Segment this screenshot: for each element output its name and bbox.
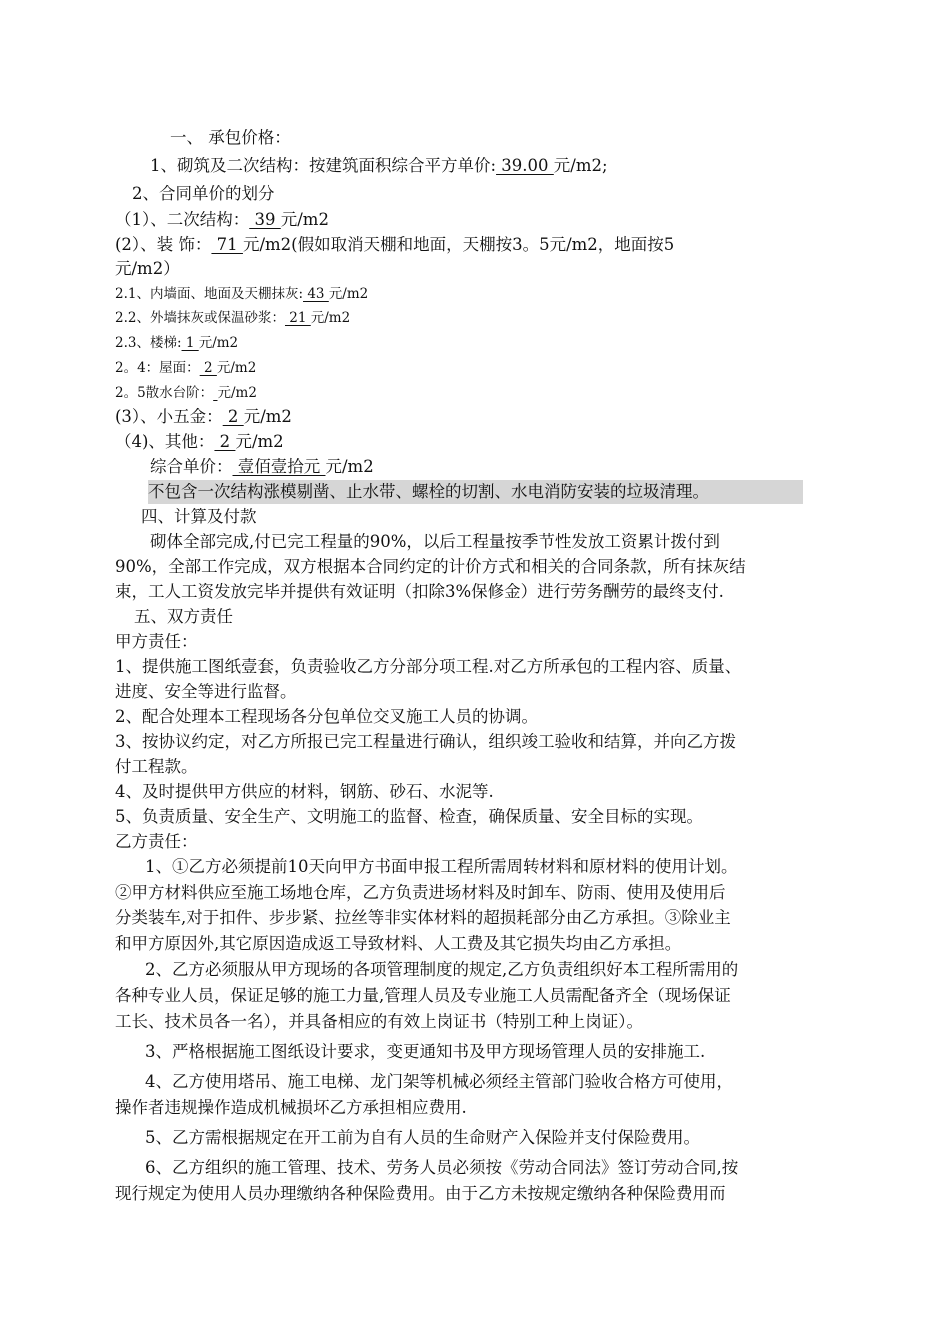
party-b-line: 3、严格根据施工图纸设计要求，变更通知书及甲方现场管理人员的安排施工.: [145, 1042, 706, 1061]
party-a-line: 4、及时提供甲方供应的材料，钢筋、砂石、水泥等.: [115, 782, 494, 801]
party-b-line: ②甲方材料供应至施工场地仓库，乙方负责进场材料及时卸车、防雨、使用及使用后: [115, 883, 726, 902]
label: （1）、二次结构：: [115, 210, 250, 229]
label: (2）、装 饰：: [115, 235, 212, 254]
price-s23: [115, 331, 238, 355]
party-a-line: 5、负责质量、安全生产、文明施工的监督、检查，确保质量、安全目标的实现。: [115, 807, 703, 826]
price-sub-2-cont: 元/m2）: [115, 259, 180, 278]
price-s21: [115, 282, 368, 306]
label: 综合单价：: [150, 457, 233, 476]
unit: 元/m2(假如取消天棚和地面，天棚按3。5元/m2，地面按5: [242, 235, 675, 254]
price-heading: 一、 承包价格：: [170, 128, 291, 147]
unit: 元/m2: [325, 457, 374, 476]
duties-heading: 五、双方责任: [134, 607, 233, 626]
party-a-line: 付工程款。: [115, 757, 198, 776]
price-s24: [115, 356, 256, 380]
party-a-line: 进度、安全等进行监督。: [115, 682, 297, 701]
price-s22: [115, 306, 350, 330]
unit: 元/m2: [280, 210, 329, 229]
party-b-line: 工长、技术员各一名），并具备相应的有效上岗证书（特别工种上岗证）。: [115, 1012, 643, 1031]
unit: 元/m2: [243, 407, 292, 426]
party-a-line: 3、按协议约定，对乙方所报已完工程量进行确认，组织竣工验收和结算，并向乙方拨: [115, 732, 736, 751]
value: 71: [211, 235, 243, 254]
value: 1: [181, 335, 199, 351]
payment-heading: 四、计算及付款: [141, 507, 257, 526]
unit: 元/m2: [217, 385, 257, 401]
price-item-2-heading: 2、合同单价的划分: [132, 184, 275, 203]
label: 2.3、楼梯:: [115, 335, 182, 351]
party-a-line: 1、提供施工图纸壹套，负责验收乙方分部分项工程.对乙方所承包的工程内容、质量、: [115, 657, 742, 676]
value: 2: [199, 360, 217, 376]
party-b-line: 和甲方原因外,其它原因造成返工导致材料、人工费及其它损失均由乙方承担。: [115, 934, 682, 953]
value: 壹佰壹拾元: [232, 457, 326, 476]
value: 39.00: [496, 156, 554, 175]
label: 2。4：屋面：: [115, 360, 200, 376]
payment-line-2: 90%，全部工作完成，双方根据本合同约定的计价方式和相关的合同条款，所有抹灰结: [115, 557, 746, 576]
value: 21: [284, 310, 311, 326]
price-sub-4: [115, 430, 284, 454]
party-b-line: 各种专业人员，保证足够的施工力量,管理人员及专业施工人员需配备齐全（现场保证: [115, 986, 731, 1005]
unit: 元/m2;: [553, 156, 608, 175]
unit: 元/m2: [328, 286, 369, 302]
unit: 元/m2: [235, 432, 284, 451]
payment-line-1: 砌体全部完成,付已完工程量的90%，以后工程量按季节性发放工资累计拨付到: [150, 532, 720, 551]
label: （4)、其他：: [115, 432, 215, 451]
price-s25: [115, 381, 257, 405]
price-total: [150, 455, 374, 479]
value: 39: [249, 210, 281, 229]
party-b-line: 分类装车,对于扣件、步步紧、拉丝等非实体材料的超损耗部分由乙方承担。③除业主: [115, 908, 731, 927]
party-b-line: 6、乙方组织的施工管理、技术、劳务人员必须按《劳动合同法》签订劳动合同,按: [145, 1158, 739, 1177]
party-b-heading: 乙方责任：: [115, 832, 198, 851]
value: 43: [303, 286, 329, 302]
party-b-line: 2、乙方必须服从甲方现场的各项管理制度的规定,乙方负责组织好本工程所需用的: [145, 960, 739, 979]
party-b-line: 现行规定为使用人员办理缴纳各种保险费用。由于乙方未按规定缴纳各种保险费用而: [115, 1184, 726, 1203]
price-sub-2: [115, 233, 674, 257]
price-item-1: [150, 154, 608, 178]
label: (3）、小五金：: [115, 407, 223, 426]
payment-line-3: 束，工人工资发放完毕并提供有效证明（扣除3%保修金）进行劳务酬劳的最终支付.: [115, 582, 724, 601]
unit: 元/m2: [198, 335, 239, 351]
label: 2.1、内墙面、地面及天棚抹灰:: [115, 286, 304, 302]
label: 1、砌筑及二次结构：按建筑面积综合平方单价:: [150, 156, 497, 175]
party-b-line: 5、乙方需根据规定在开工前为自有人员的生命财产入保险并支付保险费用。: [145, 1128, 700, 1147]
price-sub-3: [115, 405, 292, 429]
value: 2: [222, 407, 244, 426]
party-b-line: 4、乙方使用塔吊、施工电梯、龙门架等机械必须经主管部门验收合格方可使用，: [145, 1072, 733, 1091]
party-a-heading: 甲方责任：: [115, 632, 198, 651]
label: 2.2、外墙抹灰或保温砂浆：: [115, 310, 285, 326]
unit: 元/m2: [310, 310, 351, 326]
price-sub-1: [115, 208, 329, 232]
party-a-line: 2、配合处理本工程现场各分包单位交叉施工人员的协调。: [115, 707, 538, 726]
party-b-line: 操作者违规操作造成机械损坏乙方承担相应费用.: [115, 1098, 467, 1117]
unit: 元/m2: [216, 360, 257, 376]
price-exclusion-note: 不包含一次结构涨模剔凿、止水带、螺栓的切割、水电消防安装的垃圾清理。: [148, 480, 803, 504]
label: 2。5散水台阶：: [115, 385, 214, 401]
party-b-line: 1、①乙方必须提前10天向甲方书面申报工程所需周转材料和原材料的使用计划。: [145, 857, 738, 876]
value: 2: [214, 432, 236, 451]
